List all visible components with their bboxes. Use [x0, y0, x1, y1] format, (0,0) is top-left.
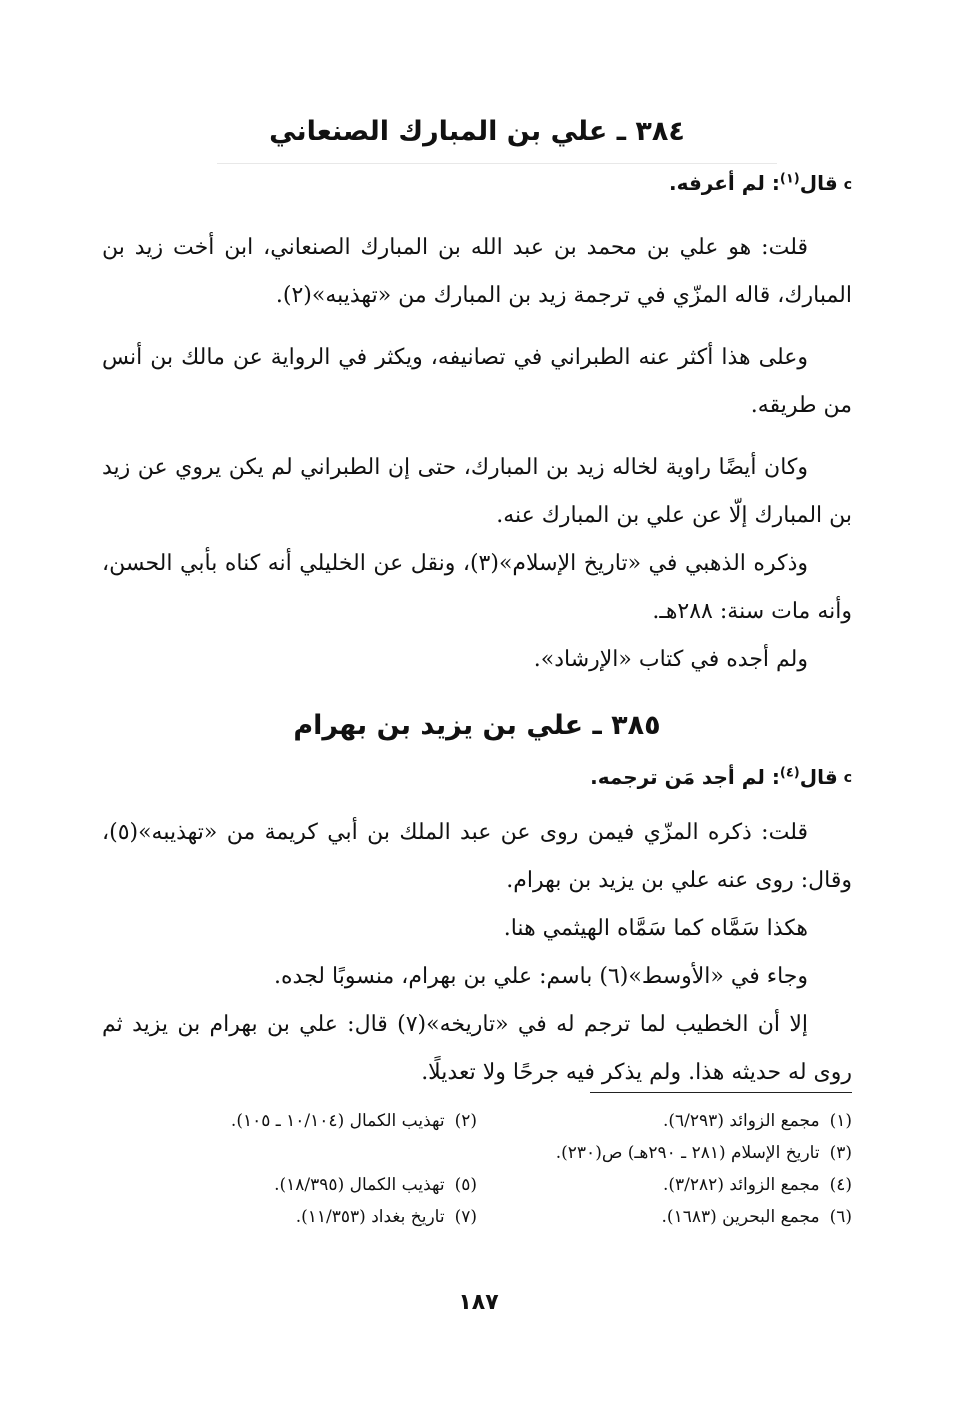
footnote-text: تاريخ الإسلام (٢٨١ ـ ٢٩٠هـ) ص(٢٣٠). [555, 1143, 820, 1163]
footnote-text: تهذيب الكمال (١٨/٣٩٥). [274, 1175, 445, 1195]
paragraph: ولم أجده في كتاب «الإرشاد». [533, 646, 808, 672]
main-text [102, 112, 852, 1097]
footnote [477, 1201, 852, 1233]
qal-text: : لم أجد مَن ترجمه. [590, 764, 780, 789]
footnote-row [102, 1201, 852, 1233]
footnote-number: (٦) [829, 1207, 852, 1227]
entry-title: ٣٨٥ ـ علي بن يزيد بن بهرام [293, 709, 661, 741]
footnote-row [102, 1105, 852, 1137]
qal-line [102, 760, 852, 796]
qal-text: : لم أعرفه. [668, 171, 780, 195]
qal-marker: c [843, 176, 852, 193]
paragraph: قلت: ذكره المزّي فيمن روى عن عبد الملك بن أبي كريمة من «تهذيبه»(٥)، وقال: روى عنه علي بن يزيد بن بهرام. [102, 820, 852, 893]
footnote-number: (٤) [829, 1175, 852, 1195]
paragraph: وكان أيضًا راوية لخاله زيد بن المبارك، حتى إن الطبراني لم يكن يروي عن زيد بن المبارك إلّا عن علي بن المبارك عنه. [102, 454, 852, 528]
paragraph: وعلى هذا أكثر عنه الطبراني في تصانيفه، ويكثر في الرواية عن مالك بن أنس من طريقه. [102, 344, 852, 418]
page-number: ١٨٧ [458, 1290, 499, 1315]
qal-line [102, 166, 852, 202]
footnote-number: (٥) [454, 1175, 477, 1195]
footnote [477, 1169, 852, 1201]
footnote-number: (٧) [454, 1207, 477, 1227]
paragraph-text: قلت: هو علي بن محمد بن عبد الله بن المبارك الصنعاني، ابن أخت زيد بن المبارك، قاله المزّي في ترجمة زيد بن المبارك من «تهذيبه»(٢). [102, 234, 852, 308]
footnote-text: مجمع الزوائد (٦/٢٩٣). [663, 1111, 820, 1131]
footnote-rule [590, 1092, 852, 1093]
footnote-text: مجمع البحرين (١٦٨٣). [661, 1207, 820, 1227]
footnote-ref: (٤) [779, 764, 800, 780]
footnote [102, 1105, 477, 1137]
footnotes [102, 1092, 852, 1233]
entry-title: ٣٨٤ ـ علي بن المبارك الصنعاني [269, 116, 685, 147]
footnote-row [102, 1137, 852, 1169]
footnote-text: تاريخ بغداد (١١/٣٥٣). [295, 1207, 445, 1227]
qal-marker: c [843, 770, 852, 786]
footnote-number: (٣) [829, 1143, 852, 1163]
paragraph: وذكره الذهبي في «تاريخ الإسلام»(٣)، ونقل عن الخليلي أنه كناه بأبي الحسن، وأنه مات سنة: ٢٨٨هـ. [102, 550, 852, 624]
footnote-text: مجمع الزوائد (٣/٢٨٢). [663, 1175, 820, 1195]
footnote-number: (١) [829, 1111, 852, 1131]
footnote-ref: (١) [779, 171, 800, 187]
footnote-number: (٢) [454, 1111, 477, 1131]
paragraph [102, 224, 852, 320]
paragraph: إلا أن الخطيب لما ترجم له في «تاريخه»(٧) قال: علي بن بهرام بن يزيد ثم روى له حديثه هذا. ولم يذكر فيه جرحًا ولا تعديلًا. [102, 1012, 852, 1085]
paragraph: وجاء في «الأوسط»(٦) باسم: علي بن بهرام، منسوبًا لجده. [274, 964, 808, 989]
footnote [102, 1169, 477, 1201]
qal-label: قال [799, 171, 838, 195]
footnote [102, 1137, 852, 1169]
footnote-text: تهذيب الكمال (١٠/١٠٤ ـ ١٠٥). [230, 1111, 445, 1131]
paragraph: هكذا سَمَّاه كما سَمَّاه الهيثمي هنا. [503, 916, 808, 941]
qal-label: قال [799, 764, 838, 789]
footnote-row [102, 1169, 852, 1201]
footnote [102, 1201, 477, 1233]
footnote [477, 1105, 852, 1137]
